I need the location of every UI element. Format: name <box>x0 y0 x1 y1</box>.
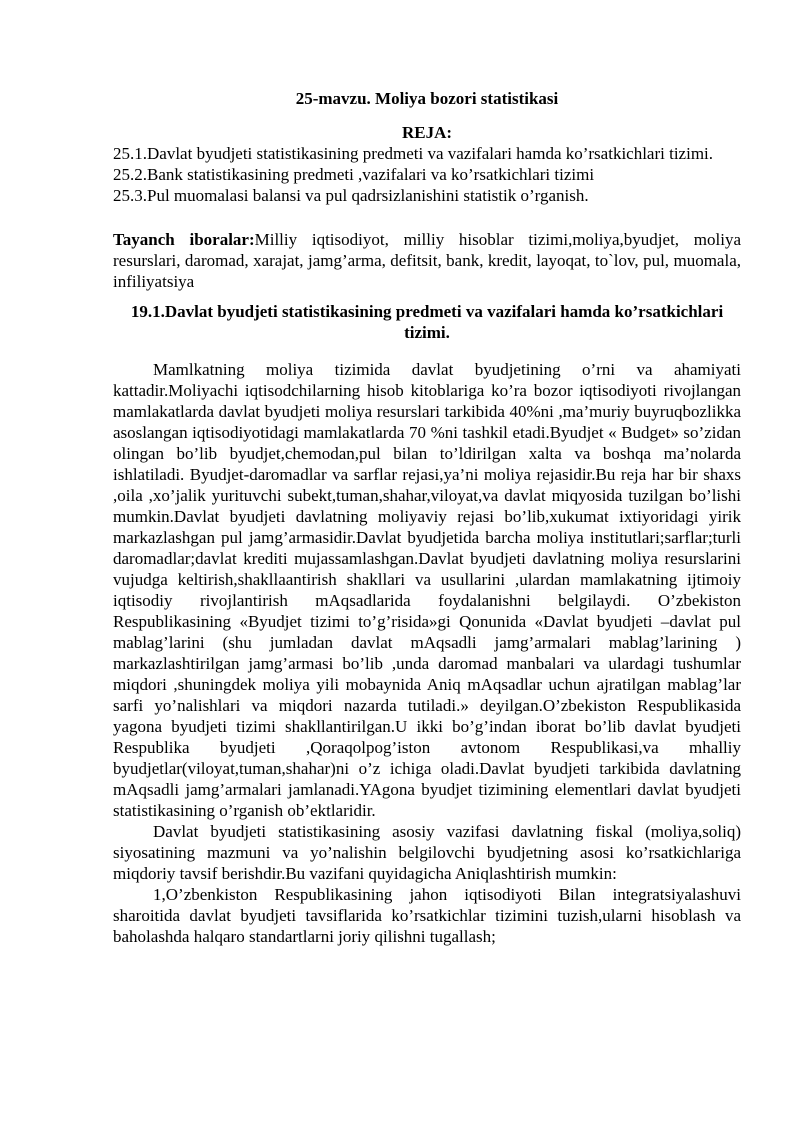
section-heading: 19.1.Davlat byudjeti statistikasining predmeti va vazifalari hamda ko’rsatkichlari tizimi. <box>130 302 724 342</box>
body-paragraph-2: Davlat byudjeti statistikasining asosiy vazifasi davlatning fiskal (moliya,soliq) siyosatining mazmuni va yo’nalishin belgilovchi byudjetning asosi ko’rsatkichlariga miqdoriy tavsif berishdir.Bu vazifani quyidagicha Aniqlashtirish mumkin: <box>113 822 741 883</box>
document-title: 25-mavzu. Moliya bozori statistikasi <box>295 89 559 108</box>
keywords-label: Tayanch iboralar: <box>113 230 255 249</box>
plan-item-3: 25.3.Pul muomalasi balansi va pul qadrsizlanishini statistik o’rganish. <box>113 186 589 205</box>
body-paragraph-3: 1,O’zbenkiston Respublikasining jahon iqtisodiyoti Bilan integratsiyalashuvi sharoitida davlat byudjeti tavsiflarida ko’rsatkichlar tizimini tuzish,ularni hisoblash va baholashda halqaro standartlarni joriy qilishni tugallash; <box>113 885 741 946</box>
plan-item-1: 25.1.Davlat byudjeti statistikasining predmeti va vazifalari hamda ko’rsatkichlari tizimi. <box>113 144 714 163</box>
body-paragraph-1: Mamlkatning moliya tizimida davlat byudjetining o’rni va ahamiyati kattadir.Moliyachi iqtisodchilarning hisob kitoblariga ko’ra bozor iqtisodiyoti rivojlangan mamlakatlarda davlat byudjeti moliya resurslari tarkibida 40%ni ,ma’muriy buyruqbozlikka asoslangan iqtisodiyotidagi mamlakatlarda 70 %ni tashkil etadi.Byudjet « Budget» so’zidan olingan bo’lib byudjet,chemodan,pul bilan to’ldirilgan xalta va boshqa ma’nolarda ishlatiladi. Byudjet-daromadlar va sarflar rejasi,ya’ni moliya rejasidir.Bu reja har bir shaxs ,oila ,xo’jalik yurituvchi subekt,tuman,shahar,viloyat,va davlat miqyosida tuzilgan bo’lishi mumkin.Davlat byudjeti davlatning moliyaviy rejasi bo’lib,xukumat ixtiyoridagi yirik markazlashgan pul jamg’armasidir.Davlat byudjetida barcha moliya institutlari;sarflar;turli daromadlar;davlat krediti mujassamlashgan.Davlat byudjeti davlatning moliya resurslarini vujudga keltirish,shakllaantirish shakllari va usullarini ,ulardan mamlakatning ijtimoiy iqtisodiy rivojlantirish mAqsadlarida foydalanishni belgilaydi. O’zbekiston Respublikasining «Byudjet tizimi to’g’risida»gi Qonunida «Davlat byudjeti –davlat pul mablag’larini (shu jumladan davlat mAqsadli jamg’armalari mablag’larining ) markazlashtirilgan jamg’armasi bo’lib ,unda daromad manbalari va ulardagi tushumlar miqdori ,shuningdek moliya yili mobaynida Aniq mAqsadlar uchun ajratilgan mablag’lar sarfi yo’nalishlari va miqdori nazarda tutiladi.» deyilgan.O’zbekiston Respublikasida yagona byudjeti tizimi shakllantirilgan.U ikki bo’g’indan iborat bo’lib davlat byudjeti Respublika byudjeti ,Qoraqolpog’iston avtonom Respublikasi,va mhalliy byudjetlar(viloyat,tuman,shahar)ni o’z ichiga oladi.Davlat byudjeti tarkibida davlatning mAqsadli jamg’armalari jamlanadi.YAgona byudjet tizimining elementlari davlat byudjeti statistikasining o’rganish ob’ektlaridir. <box>113 360 741 820</box>
plan-heading: REJA: <box>401 123 453 142</box>
plan-item-2: 25.2.Bank statistikasining predmeti ,vazifalari va ko’rsatkichlari tizimi <box>113 165 595 184</box>
keywords-paragraph <box>113 229 741 292</box>
keywords-text: Milliy iqtisodiyot, milliy hisoblar tizimi,moliya,byudjet, moliya resurslari, daromad, xarajat, jamg’arma, defitsit, bank, kredit, layoqat, to`lov, pul, muomala, infiliyatsiya <box>113 230 741 291</box>
